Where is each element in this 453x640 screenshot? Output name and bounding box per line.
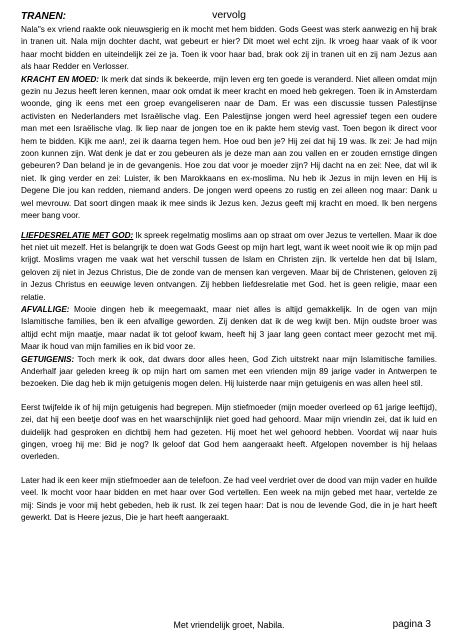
paragraph-intro — [21, 24, 437, 74]
paragraph-text: Later had ik een keer mijn stiefmoeder aan de telefoon. Ze had veel verdriet over de dood van mijn vader en huilde veel. Ik mocht voor haar bidden en met haar over God vertellen. Een week na mijn gebed met haar, vertelde ze mij: Sinds je voor mij hebt gebeden, heb ik rust. Ik zei tegen haar: Dat is nou de levende God, die in je hart heeft gewerkt. Dat is Heere jezus, Die je hart heeft aangeraakt. — [21, 475, 437, 523]
paragraph-text: Eerst twijfelde ik of hij mijn getuigenis had begrepen. Mijn stiefmoeder (mijn moeder overleed op 61 jarige leeftijd), zei, dat hij een beetje doof was en het waarschijnlijk niet goed had gehoord. Maar mijn vriendin zei, dat ik luid en duidelijk had gesproken en dichtbij hem had gezeten. Hij moet het wel gehoord hebben. Voordat wij naar huis gingen, vroeg hij me: Bid je nog? Ik geloof dat God hem aangeraakt heeft. Afgelopen november is hij helaas overleden. — [21, 402, 437, 462]
paragraph-text: Ik spreek regelmatig moslims aan op straat om over Jezus te vertellen. Maar ik doe het niet uit mezelf. Het is belangrijk te doen wat Gods Geest op mijn hart legt, want ik weet nooit wie ik op mijn pad krijgt. Moslims vragen me vaak wat het verschil tussen de Islam en Christen zijn. Ik vertelde hen dat bij Islam, geloven zij niet in Jezus Christus, Die de zonde van de mensen kan vergeven. Maar bij de Christenen, geloven zij in Jezus Christus en eeuwige leven ontvangen. Zij hebben liefdesrelatie met God. het is geen religie, maar een relatie. — [21, 230, 437, 302]
paragraph-label: GETUIGENIS: — [21, 354, 75, 364]
paragraph-later — [21, 475, 437, 525]
paragraph-text: Toch merk ik ook, dat dwars door alles heen, God Zich uitstrekt naar mijn Islamitische families. Anderhalf jaar geleden kreeg ik op mijn hart om samen met een vrienden mijn 89 jarige vader in Antwerpen te bezoeken. Die dag heb ik mijn getuigenis mogen delen. Hij luisterde naar mijn getuigenis en was allen heel stil. — [21, 354, 437, 389]
paragraph-getuigenis — [21, 354, 437, 391]
paragraph-text: Mooie dingen heb ik meegemaakt, maar niet alles is altijd gemakkelijk. In de ogen van mijn Islamitische families, ben ik een afvallige geworden. Zij denken dat ik de weg kwijt ben. Mijn oudste broer was altijd echt mijn maatje, maar nadat ik tot geloof kwam, heeft hij 3 jaar lang geen contact meer gezocht met mij. Maar ik houd van mijn families en ik bid voor ze. — [21, 304, 437, 352]
paragraph-eerst-twijfelde — [21, 402, 437, 464]
paragraph-liefdesrelatie — [21, 230, 437, 304]
paragraph-afvallige — [21, 304, 437, 354]
document-page — [21, 0, 437, 640]
paragraph-label: KRACHT EN MOED: — [21, 74, 100, 84]
paragraph-label: AFVALLIGE: — [21, 304, 70, 314]
paragraph-label: LIEFDESRELATIE MET GOD: — [21, 230, 134, 240]
page-number: pagina 3 — [392, 619, 431, 630]
closing-greeting: Met vriendelijk groet, Nabila. — [173, 620, 285, 630]
page-subtitle: vervolg — [212, 9, 246, 21]
page-footer — [21, 620, 437, 634]
section-title: TRANEN: — [21, 11, 66, 22]
paragraph-text: Ik merk dat sinds ik bekeerde, mijn leven erg ten goede is veranderd. Niet alleen omdat mijn gezin nu Jezus heeft leren kennen, maar ook omdat ik meer kracht en moed heb gekregen. Toen ik in Amsterdam woonde, ging ik eens met een groep evangeliseren naar de Dam. Er was een discussie tussen Palestijnse activisten en Nederlanders met Israëlische vlag. Een Palestijnse jongen werd heel agressief tegen een oudere man met een Israëlische vlag. Ik liep naar de jongen toe en ik pakte hem stevig vast. Toen begon ik direct voor hem te bidden. Kijk me aan!, zei ik daarna tegen hem. Hoe oud ben je? Hij zei dat hij 19 was. Ik zei: Je had mijn zoon kunnen zijn. Wat denk je dat er zou gebeuren als je deze man aan zou vallen en er zouden ernstige dingen gebeuren? Dan beland je in de gevangenis. Hoe zou dat voor je moeder zijn? Hij dacht na en zei: Nee, dat wil ik niet. Ik ging verder en zei: Luister, ik ben Marokkaans en ex-moslima. Nu heb ik Jezus in mijn leven en Hij is Degene Die jou kan redden, niemand anders. De jongen werd opeens zo rustig en zei alleen nog maar: Dank u wel mevrouw. Dat soort dingen maak ik mee sinds ik Jezus ken. Jezus geeft mij kracht en moed. Ik ben nergens meer bang voor. — [21, 74, 437, 221]
paragraph-text: Nala"s ex vriend raakte ook nieuwsgierig en ik mocht met hem bidden. Gods Geest was sterk aanwezig en hij brak in tranen uit. Nala mijn dochter dacht, wat gebeurt er hier? Dit moet wel echt zijn. Ik vroeg haar vaak of ik voor haar mocht bidden en uiteindelijk zei ze ja. Toen ik voor haar bad, brak ook zij in tranen uit en zij nam Jezus aan als haar Redder en Verlosser. — [21, 25, 437, 72]
document-body — [21, 24, 437, 524]
paragraph-kracht-en-moed — [21, 74, 437, 223]
page-header — [21, 11, 437, 25]
